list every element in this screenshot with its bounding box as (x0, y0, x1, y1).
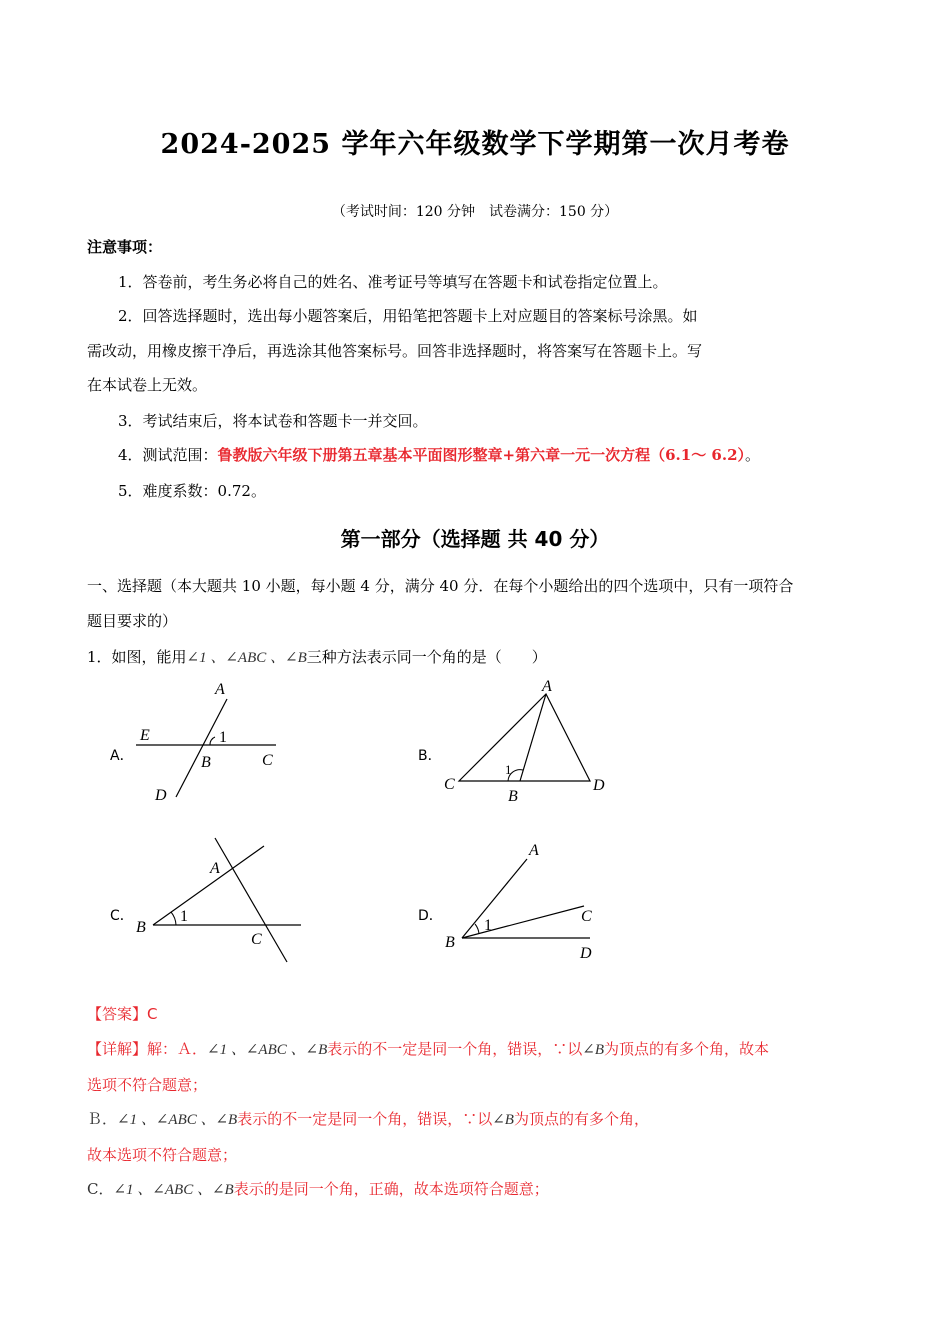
option-a-point-b: B (201, 754, 211, 771)
option-c-point-a: A (210, 860, 220, 877)
option-d-label[interactable]: D． (418, 908, 443, 924)
detail-line-3-math: ∠1 、∠ABC 、∠B (117, 1112, 238, 1128)
page-title: 2024-2025 学年六年级数学下学期第一次月考卷 (160, 129, 790, 160)
option-d-point-a: A (529, 842, 539, 859)
option-c-point-b: B (136, 919, 146, 936)
option-c-label[interactable]: C． (110, 908, 134, 924)
detail-line-3-b: 表示的不一定是同一个角，错误，∵以 (237, 1110, 493, 1128)
option-b-angle-1: 1 (505, 762, 512, 777)
detail-line-3-a: Ｂ． (87, 1110, 118, 1128)
detail-line-1-b: 表示的不一定是同一个角，错误，∵以 (327, 1040, 583, 1058)
option-b-point-a: A (542, 678, 552, 695)
note-2-line-3: 在本试卷上无效。 (87, 376, 208, 394)
option-a-point-d: D (155, 787, 167, 804)
question-1-suffix: 三种方法表示同一个角的是（ ） (306, 648, 547, 666)
question-1-prefix: 1．如图，能用 (87, 648, 187, 666)
note-4-suffix: 。 (745, 446, 761, 464)
section-title: 第一部分（选择题 共 40 分） (340, 527, 610, 551)
answer-value: C (147, 1005, 158, 1023)
part1-instructions-line-2: 题目要求的） (87, 612, 178, 630)
note-3: 3．考试结束后，将本试卷和答题卡一并交回。 (118, 412, 428, 430)
note-1: 1．答卷前，考生务必将自己的姓名、准考证号等填写在答题卡和试卷指定位置上。 (118, 273, 668, 291)
detail-line-3-math-2: ∠B (492, 1112, 514, 1128)
option-b-label[interactable]: B． (418, 748, 442, 764)
detail-line-1-c: 为顶点的有多个角，故本 (603, 1040, 769, 1058)
detail-line-5 (87, 1178, 549, 1199)
answer-label: 【答案】 (87, 1005, 148, 1023)
option-b-point-c: C (444, 776, 455, 793)
option-b-point-b: B (508, 788, 518, 805)
detail-label: 【详解】 (87, 1040, 148, 1058)
part1-instructions-line-1: 一、选择题（本大题共 10 小题，每小题 4 分，满分 40 分．在每个小题给出的四个选项中，只有一项符合 (87, 577, 794, 595)
notes-heading: 注意事项： (87, 238, 163, 256)
detail-line-1-a: 解：Ａ． (147, 1040, 208, 1058)
detail-line-5-math: ∠1 、∠ABC 、∠B (113, 1182, 234, 1198)
detail-line-2: 选项不符合题意； (87, 1076, 208, 1094)
option-d-angle-1: 1 (484, 917, 492, 934)
answer (87, 1003, 158, 1024)
detail-line-3 (87, 1108, 649, 1129)
detail-line-1-math-2: ∠B (582, 1042, 604, 1058)
detail-line-1-math: ∠1 、∠ABC 、∠B (207, 1042, 328, 1058)
detail-line-1 (87, 1038, 769, 1059)
note-5: 5．难度系数：0.72。 (118, 482, 266, 500)
exam-info: （考试时间：120 分钟 试卷满分：150 分） (331, 204, 619, 220)
detail-line-5-b: 表示的是同一个角，正确，故本选项符合题意； (233, 1180, 549, 1198)
note-2-line-2: 需改动，用橡皮擦干净后，再选涂其他答案标号。回答非选择题时，将答案写在答题卡上。写 (87, 342, 703, 360)
note-2-line-1: 2．回答选择题时，选出每小题答案后，用铅笔把答题卡上对应题目的答案标号涂黑。如 (118, 307, 698, 325)
option-d-point-c: C (581, 908, 592, 925)
option-a-point-e: E (140, 727, 150, 744)
option-a-point-c: C (262, 752, 273, 769)
detail-line-5-a: C． (87, 1180, 114, 1198)
test-range: 鲁教版六年级下册第五章基本平面图形整章+第六章一元一次方程（6.1～ 6.2） (217, 446, 746, 464)
option-a-label[interactable]: A． (110, 748, 134, 764)
note-4-prefix: 4．测试范围： (118, 446, 218, 464)
option-a-point-a: A (215, 681, 225, 698)
option-c-point-c: C (251, 931, 262, 948)
option-a-angle-1: 1 (219, 729, 227, 746)
question-1-math: ∠1 、∠ABC 、∠B (186, 650, 307, 666)
option-b-point-d: D (593, 777, 605, 794)
detail-line-4: 故本选项不符合题意； (87, 1146, 238, 1164)
option-d-point-b: B (445, 934, 455, 951)
option-d-point-d: D (580, 945, 592, 962)
option-c-angle-1: 1 (180, 908, 188, 925)
detail-line-3-c: 为顶点的有多个角， (513, 1110, 649, 1128)
